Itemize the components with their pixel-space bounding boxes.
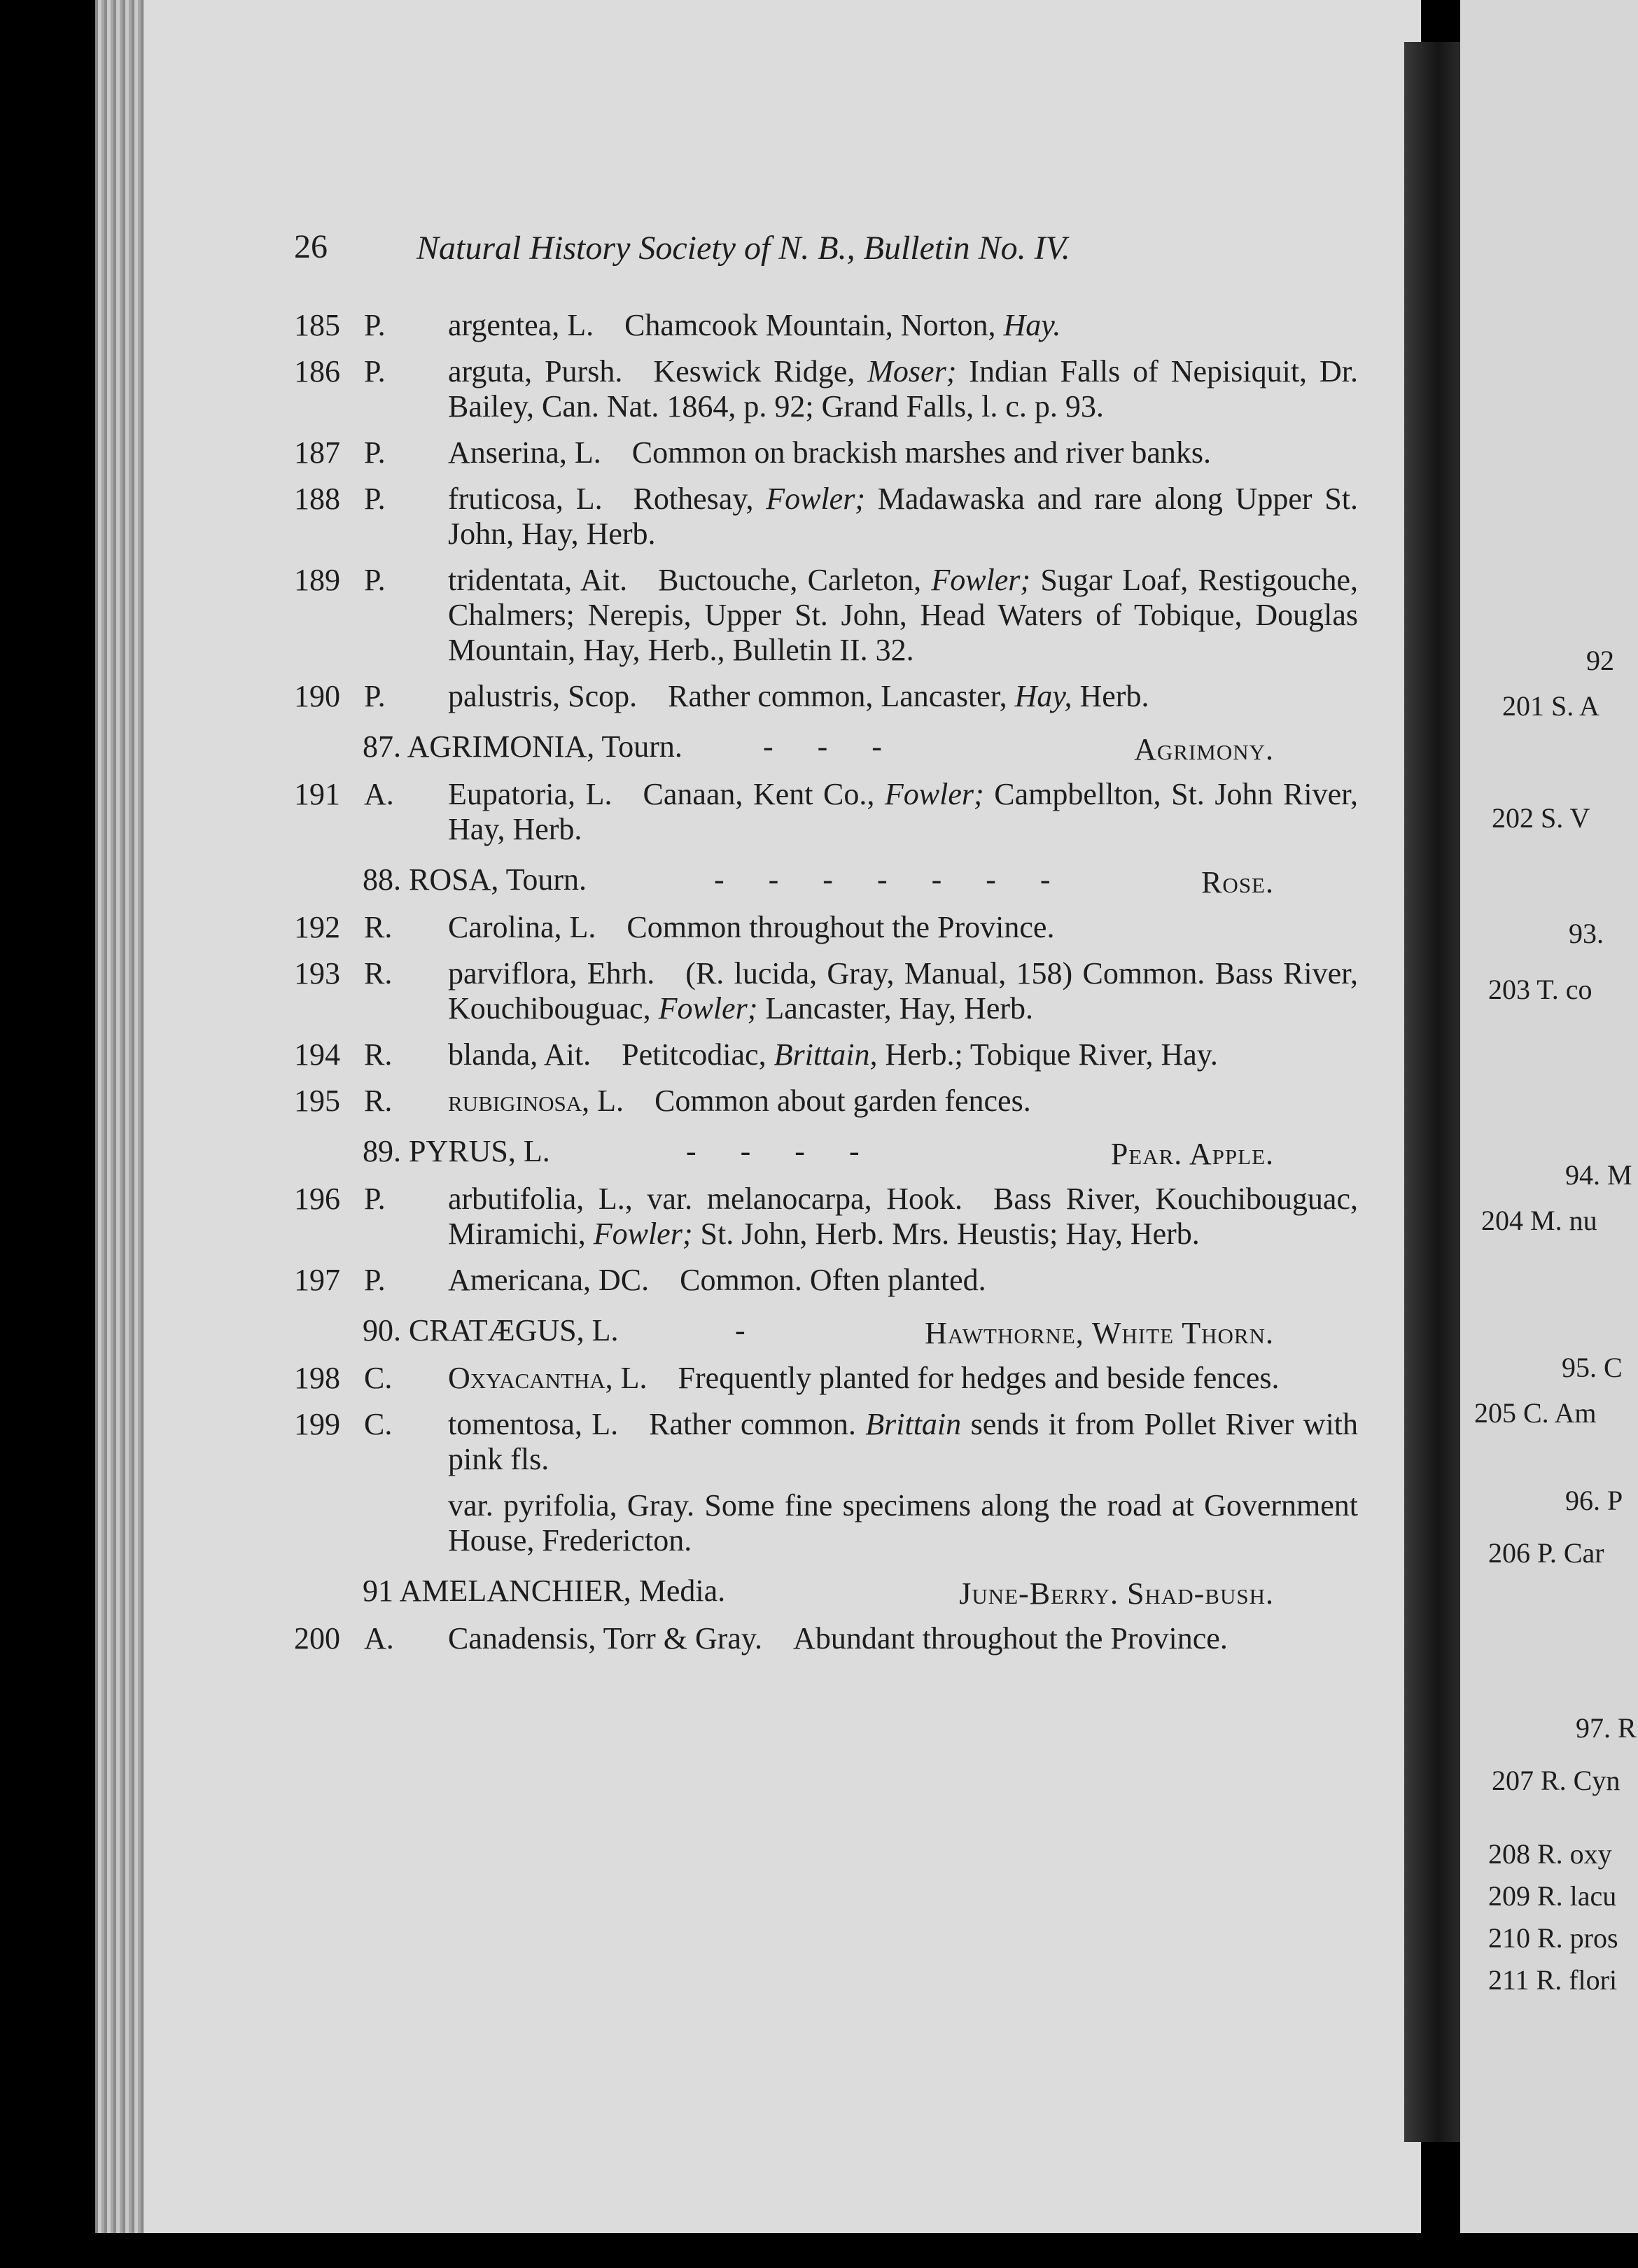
species-name: Eupatoria, L. (448, 777, 612, 811)
collector-name: Fowler; (766, 482, 865, 516)
right-page-text-fragment: 97. R (1576, 1712, 1637, 1744)
locality-continuation: Madawaska and rare along Upper St. John, Hay, Herb. (448, 482, 1358, 551)
species-name: rubiginosa, L. (448, 1084, 624, 1118)
species-entry (280, 777, 1358, 847)
collector-name: Fowler; (658, 991, 758, 1026)
leader-dashes: - - - (763, 729, 900, 764)
genus-abbreviation: P. (364, 1263, 386, 1297)
common-name: Pear. Apple. (1110, 1137, 1274, 1171)
right-page-text-fragment: 93. (1569, 918, 1604, 949)
genus-name: 90. CRATÆGUS, L. (363, 1313, 619, 1348)
entry-number: 186 (294, 354, 340, 388)
entry-text (448, 435, 1358, 470)
right-page-text-fragment: 201 S. A (1502, 690, 1600, 722)
entry-text (448, 563, 1358, 668)
collector-name: Fowler; (884, 777, 984, 811)
locality-text: Abundant throughout the Province. (793, 1621, 1228, 1656)
entry-text (448, 1037, 1358, 1072)
genus-abbreviation: A. (364, 777, 394, 811)
right-page-text-fragment: 209 R. lacu (1488, 1880, 1617, 1912)
species-entry (280, 679, 1358, 714)
entry-text (448, 1361, 1358, 1396)
right-page-text-fragment: 208 R. oxy (1488, 1838, 1612, 1870)
right-page-fragment (1460, 0, 1638, 2233)
entry-number: 190 (294, 679, 340, 713)
species-name: parviflora, Ehrh. (448, 956, 655, 990)
locality-continuation: St. John, Herb. Mrs. Heustis; Hay, Herb. (692, 1217, 1200, 1251)
right-page-text-fragment: 94. M (1565, 1159, 1632, 1191)
common-name: Rose. (1201, 865, 1274, 899)
species-name: argentea, L. (448, 308, 594, 342)
right-page-text-fragment: 95. C (1562, 1352, 1623, 1383)
right-page-text-fragment: 205 C. Am (1474, 1397, 1597, 1429)
species-entry (280, 1407, 1358, 1477)
genus-abbreviation: R. (364, 1037, 393, 1072)
leader-dashes: - - - - - - - (714, 862, 1069, 897)
page-number: 26 (294, 228, 328, 265)
locality-text: Keswick Ridge, (653, 354, 868, 388)
locality-text: Common on brackish marshes and river banks. (631, 435, 1211, 470)
genus-heading-pyrus (280, 1134, 1358, 1169)
genus-heading-amelanchier (280, 1574, 1358, 1609)
running-head (294, 227, 1260, 270)
genus-name: 91 AMELANCHIER, Media. (363, 1574, 726, 1608)
species-name: blanda, Ait. (448, 1037, 592, 1072)
locality-text: Petitcodiac, (622, 1037, 774, 1072)
collector-name: Brittain (865, 1407, 962, 1441)
locality-continuation: Indian Falls of Nepisiquit, Dr. Bailey, Can. Nat. 1864, p. 92; Grand Falls, l. c. p. 93. (448, 354, 1358, 424)
locality-text: Buctouche, Carleton, (658, 563, 932, 597)
right-page-text-fragment: 96. P (1565, 1485, 1623, 1516)
common-name: Hawthorne, White Thorn. (925, 1316, 1274, 1350)
species-entry (280, 1084, 1358, 1119)
entry-number: 191 (294, 777, 340, 811)
right-page-text-fragment: 206 P. Car (1488, 1537, 1604, 1569)
entry-text (448, 1084, 1358, 1119)
genus-abbreviation: R. (364, 910, 393, 944)
species-entry (280, 482, 1358, 552)
locality-continuation: Campbellton, St. John River, Hay, Herb. (448, 777, 1358, 846)
right-page-text-fragment: 207 R. Cyn (1492, 1765, 1620, 1796)
genus-abbreviation: P. (364, 482, 386, 516)
genus-abbreviation: A. (364, 1621, 394, 1656)
genus-abbreviation: P. (364, 354, 386, 388)
right-page-text-fragment: 211 R. flori (1488, 1964, 1618, 1996)
entry-number: 195 (294, 1084, 340, 1118)
species-entry (280, 910, 1358, 945)
entry-number: 198 (294, 1361, 340, 1395)
species-entry (280, 956, 1358, 1026)
entry-text (448, 354, 1358, 424)
species-entry (280, 1263, 1358, 1298)
genus-abbreviation: P. (364, 679, 386, 713)
genus-abbreviation: C. (364, 1407, 393, 1441)
species-name: arbutifolia, L., var. melanocarpa, Hook. (448, 1182, 962, 1216)
genus-heading-crataegus (280, 1313, 1358, 1348)
species-list (280, 308, 1358, 1667)
entry-text (448, 482, 1358, 552)
book-gutter (1404, 42, 1460, 2142)
entry-number: 199 (294, 1407, 340, 1441)
entry-number: 197 (294, 1263, 340, 1297)
right-page-text-fragment: 92 (1586, 645, 1614, 676)
species-entry (280, 1037, 1358, 1072)
species-name: Oxyacantha, L. (448, 1361, 648, 1395)
locality-continuation: Sugar Loaf, Restigouche, Chalmers; Nerepis, Upper St. John, Head Waters of Tobique, Douglas Mountain, Hay, Herb., Bulletin II. 32. (448, 563, 1358, 667)
locality-continuation: Herb.; Tobique River, Hay. (877, 1037, 1218, 1072)
species-entry (280, 354, 1358, 424)
locality-text: (R. lucida, Gray, Manual, 158) Common. Bass River, Kouchibouguac, (448, 956, 1358, 1026)
genus-abbreviation: P. (364, 563, 386, 597)
species-entry (280, 563, 1358, 668)
species-name: Carolina, L. (448, 910, 596, 944)
genus-abbreviation: P. (364, 1182, 386, 1216)
entry-text (448, 1182, 1358, 1252)
species-entry (280, 1182, 1358, 1252)
locality-continuation: Lancaster, Hay, Herb. (757, 991, 1033, 1026)
genus-abbreviation: C. (364, 1361, 393, 1395)
entry-number: 185 (294, 308, 340, 342)
species-name: fruticosa, L. (448, 482, 603, 516)
entry-text (448, 777, 1358, 847)
species-name: Anserina, L. (448, 435, 601, 470)
entry-text (448, 1621, 1358, 1656)
right-page-text-fragment: 202 S. V (1492, 802, 1590, 834)
entry-number: 196 (294, 1182, 340, 1216)
genus-name: 88. ROSA, Tourn. (363, 862, 587, 897)
species-name: Americana, DC. (448, 1263, 650, 1297)
genus-heading-agrimonia (280, 729, 1358, 764)
entry-number: 189 (294, 563, 340, 597)
species-name: tomentosa, L. (448, 1407, 619, 1441)
right-page-text-fragment: 204 M. nu (1481, 1205, 1597, 1236)
variety-text: var. pyrifolia, Gray. Some fine specimens along the road at Government House, Fredericton. (448, 1488, 1358, 1558)
species-entry (280, 1621, 1358, 1656)
collector-name: Hay, (1014, 679, 1072, 713)
entry-text (448, 1407, 1358, 1477)
locality-text: Common. Often planted. (680, 1263, 986, 1297)
entry-text (448, 956, 1358, 1026)
locality-text: Bass River, Kouchibouguac, Miramichi, (448, 1182, 1358, 1251)
species-name: tridentata, Ait. (448, 563, 628, 597)
species-name: palustris, Scop. (448, 679, 638, 713)
genus-name: 89. PYRUS, L. (363, 1134, 550, 1168)
running-title: Natural History Society of N. B., Bulletin No. IV. (416, 230, 1070, 267)
collector-name: Hay. (1003, 308, 1061, 342)
entry-number: 187 (294, 435, 340, 470)
collector-name: Moser; (867, 354, 957, 388)
locality-text: Chamcook Mountain, Norton, (624, 308, 1004, 342)
locality-text: Common about garden fences. (654, 1084, 1031, 1118)
entry-text (448, 679, 1358, 714)
entry-text (448, 308, 1358, 343)
page-edge-stack (95, 0, 144, 2233)
locality-text: Rather common. (649, 1407, 866, 1441)
genus-abbreviation: P. (364, 435, 386, 470)
locality-text: Canaan, Kent Co., (643, 777, 885, 811)
entry-text (448, 910, 1358, 945)
entry-number: 194 (294, 1037, 340, 1072)
species-entry (280, 435, 1358, 470)
leader-dashes: - (735, 1313, 764, 1348)
locality-continuation: Herb. (1072, 679, 1149, 713)
locality-text: Common throughout the Province. (626, 910, 1055, 944)
entry-number: 188 (294, 482, 340, 516)
locality-text: Frequently planted for hedges and beside fences. (678, 1361, 1280, 1395)
species-name: Canadensis, Torr & Gray. (448, 1621, 763, 1656)
collector-name: Fowler; (931, 563, 1031, 597)
genus-abbreviation: R. (364, 1084, 393, 1118)
right-page-text-fragment: 210 R. pros (1488, 1922, 1618, 1954)
genus-name: 87. AGRIMONIA, Tourn. (363, 729, 682, 764)
right-page-text-fragment: 203 T. co (1488, 974, 1592, 1005)
variety-note (280, 1488, 1358, 1558)
collector-name: Brittain, (774, 1037, 878, 1072)
genus-abbreviation: R. (364, 956, 393, 990)
species-name: arguta, Pursh. (448, 354, 623, 388)
genus-heading-rosa (280, 862, 1358, 897)
locality-text: Rather common, Lancaster, (668, 679, 1015, 713)
species-entry (280, 1361, 1358, 1396)
locality-continuation: sends it from Pollet River with pink fls. (448, 1407, 1359, 1476)
common-name: Agrimony. (1134, 732, 1274, 766)
common-name: June-Berry. Shad-bush. (959, 1576, 1274, 1611)
species-entry (280, 308, 1358, 343)
genus-abbreviation: P. (364, 308, 386, 342)
entry-number: 200 (294, 1621, 340, 1656)
entry-text (448, 1263, 1358, 1298)
locality-text: Rothesay, (633, 482, 766, 516)
entry-number: 192 (294, 910, 340, 944)
collector-name: Fowler; (593, 1217, 693, 1251)
leader-dashes: - - - - (686, 1134, 878, 1168)
entry-number: 193 (294, 956, 340, 990)
